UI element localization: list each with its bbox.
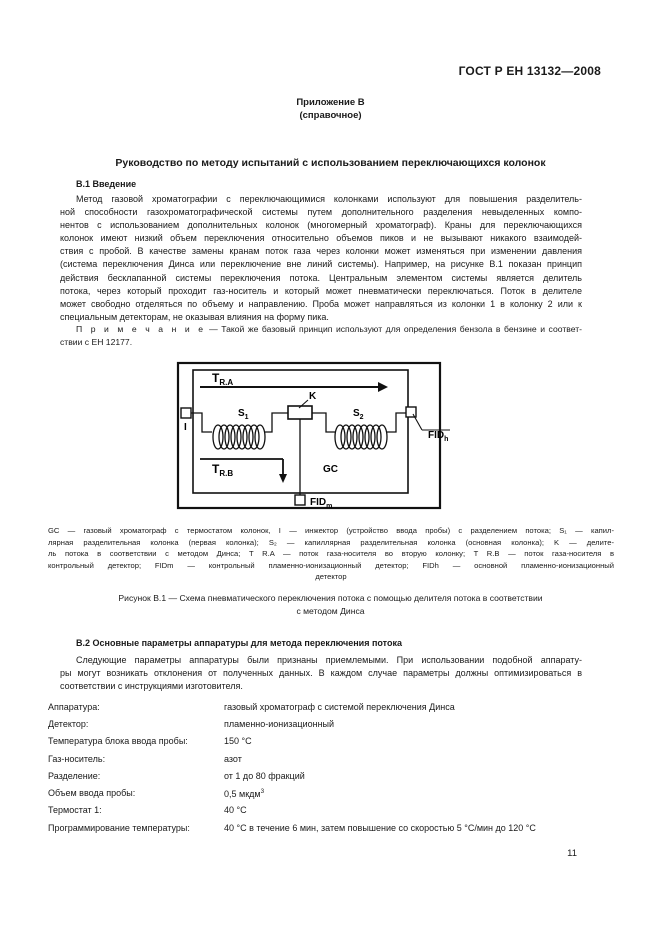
b1-line: специальным детекторам, не оказывая влияния на форму пика. xyxy=(60,311,329,322)
note-label: П р и м е ч а н и е xyxy=(76,324,206,334)
figure-caption xyxy=(0,592,661,617)
table-row xyxy=(48,802,536,819)
param-value: 40 °С в течение 6 мин, затем повышение со скоростью 5 °С/мин до 120 °С xyxy=(224,822,536,833)
b1-line: Метод газовой хроматографии с переключающимися колонками используют для повышения разделитель- xyxy=(76,194,582,204)
table-row xyxy=(48,784,536,801)
legend-line: лярная разделительная колонка (первая колонка); S₂ — капиллярная разделительная колонка (основная колонка); K — делите- xyxy=(48,537,614,547)
section-b2-text xyxy=(60,654,582,693)
param-value xyxy=(224,784,536,801)
t-ra-arrowhead xyxy=(378,382,388,392)
param-value: 40 °С xyxy=(224,805,247,816)
injector-box xyxy=(181,408,191,418)
param-value: от 1 до 80 фракций xyxy=(224,770,305,781)
flow-switching-diagram xyxy=(160,360,460,512)
s2-label: $S_2$ xyxy=(353,408,364,421)
b2-line: соответствии с инструкциями изготовителя. xyxy=(60,681,243,692)
param-value-text: 0,5 мкдм xyxy=(224,788,261,799)
section-b1-heading: В.1 Введение xyxy=(76,179,137,189)
table-row xyxy=(48,819,536,836)
injector-label: I xyxy=(184,422,187,433)
column-s2-coil xyxy=(335,425,387,449)
document-code: ГОСТ Р ЕН 13132—2008 xyxy=(458,64,601,78)
param-name: Детектор: xyxy=(48,718,89,729)
table-row xyxy=(48,715,536,732)
b1-line: ной способности газохроматографической системы путем дополнительного разделения невыделенных компо- xyxy=(60,207,582,218)
note-text: — Такой же базовый принцип используют для определения бензола в бензине и соответ- xyxy=(205,324,583,334)
b2-line: ры могут возникать отклонения от полученных данных. В каждом случае параметры должны оптимизироваться в xyxy=(60,668,582,679)
legend-line: контрольный детектор; FIDm — контрольный пламенно-ионизационный детектор; FIDh — основной пламенно-ионизационный xyxy=(48,560,614,570)
t-ra-label: $T_{R.A}$ xyxy=(212,371,234,387)
param-name: Программирование температуры: xyxy=(48,822,190,833)
param-name: Разделение: xyxy=(48,770,101,781)
page-number: 11 xyxy=(567,848,577,859)
b1-line: (система переключения Динса или переключение вне линий системы). Например, на рисунке В.1 показан принцип xyxy=(60,259,582,270)
table-row xyxy=(48,733,536,750)
fid-m-label: $FID_m$ xyxy=(310,497,333,510)
fid-m-box xyxy=(295,495,305,505)
injector-line xyxy=(191,413,212,432)
t-rb-label: $T_{R.B}$ xyxy=(212,462,234,478)
section-b2-heading: В.2 Основные параметры аппаратуры для метода переключения потока xyxy=(76,638,402,648)
t-rb-arrowhead xyxy=(279,474,287,483)
b1-line: ствия с пробой. В качестве замены кранам поток газа через колонки может изменяться при изменении давления xyxy=(60,246,582,257)
b2-line: Следующие параметры аппаратуры были признаны приемлемыми. При использовании подобной аппарату- xyxy=(76,655,582,665)
param-value: азот xyxy=(224,753,242,764)
param-value: 150 °С xyxy=(224,736,252,747)
param-name: Объем ввода пробы: xyxy=(48,788,136,799)
param-name: Термостат 1: xyxy=(48,805,102,816)
main-title: Руководство по методу испытаний с использованием переключающихся колонок xyxy=(115,157,546,169)
apparatus-parameters-table xyxy=(48,698,536,836)
caption-line: с методом Динса xyxy=(296,605,365,616)
s1-to-splitter-line xyxy=(265,413,288,432)
note xyxy=(60,323,582,349)
b1-line: действия бесклапанной системы переключения потока. Центральным элементом системы является делитель xyxy=(60,272,582,283)
b1-line: нентов с использованием дополнительных колонок (многомерный хроматограф). Краны для переключающихся xyxy=(60,220,582,231)
b1-line: колонок имеют низкий объем переключения относительно объемов пиков и не вызывают никакого взаимодей- xyxy=(60,233,582,244)
param-value: газовый хроматограф с системой переключения Динса xyxy=(224,701,455,712)
note-line: ствии с ЕН 12177. xyxy=(60,337,133,348)
param-value-sup: 3 xyxy=(260,787,265,795)
legend-line: детектор xyxy=(315,572,347,581)
k-label: K xyxy=(309,391,317,402)
fid-h-label: $FID_h$ xyxy=(428,430,449,443)
table-row xyxy=(48,698,536,715)
legend-line: ль потока в соответствии с методом Динса; T R.A — поток газа-носителя во вторую колонку; T R.B — поток газа-носителя в xyxy=(48,549,614,558)
caption-line: Рисунок В.1 — Схема пневматического переключения потока с помощью делителя потока в соответствии xyxy=(118,593,543,603)
annex-subtitle: (справочное) xyxy=(299,110,362,121)
param-name: Газ-носитель: xyxy=(48,753,106,764)
gc-label: GC xyxy=(323,464,338,475)
s2-to-fid-h-line xyxy=(387,413,406,432)
table-row xyxy=(48,767,536,784)
b1-line: потока, через который проходит газ-носитель и который может пневматически переключаться. Поток в делителе xyxy=(60,285,582,296)
note-line xyxy=(60,323,582,336)
param-value: пламенно-ионизационный xyxy=(224,718,335,729)
annex-heading xyxy=(0,96,661,122)
fid-h-pointer-line xyxy=(413,414,422,430)
param-name: Температура блока ввода пробы: xyxy=(48,736,188,747)
param-name: Аппаратура: xyxy=(48,701,100,712)
s1-label: $S_1$ xyxy=(238,408,249,421)
splitter-to-s2-line xyxy=(312,413,335,432)
fid-h-box xyxy=(406,407,416,417)
column-s1-coil xyxy=(213,425,265,449)
b1-line: может свободно отделяться по объему и направлению. Проба может направляться из колонки 1 в колонку 2 или к xyxy=(60,298,582,309)
legend-line: GC — газовый хроматограф с термостатом колонок, I — инжектор (устройство ввода пробы) с разделением потока; S₁ — капил- xyxy=(48,526,614,535)
section-b1-text xyxy=(60,193,582,324)
annex-title: Приложение В xyxy=(296,97,365,108)
figure-legend xyxy=(48,525,614,583)
table-row xyxy=(48,750,536,767)
splitter-k-box xyxy=(288,406,312,419)
